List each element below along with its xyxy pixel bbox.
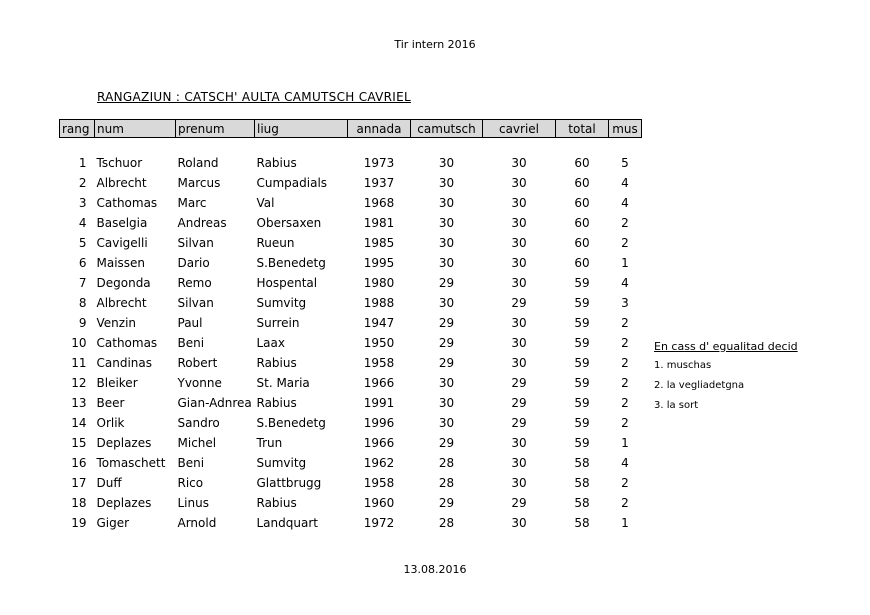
cell-camutsch: 28 <box>438 476 455 490</box>
table-row <box>60 153 642 173</box>
cell-annada: 1958 <box>363 356 395 370</box>
cell-camutsch: 30 <box>438 156 455 170</box>
cell-liug: Rueun <box>256 236 295 250</box>
cell-cavriel: 30 <box>511 276 527 290</box>
col-annada: annada <box>348 120 411 138</box>
cell-rang: 16 <box>71 456 87 470</box>
cell-mus: 1 <box>621 436 629 450</box>
cell-total: 60 <box>574 156 590 170</box>
cell-cavriel: 30 <box>511 236 527 250</box>
cell-total: 58 <box>574 456 590 470</box>
cell-total: 60 <box>574 176 590 190</box>
cell-prenum: Andreas <box>177 216 227 230</box>
cell-mus: 4 <box>621 176 629 190</box>
cell-rang: 19 <box>71 516 87 530</box>
tiebreak-item: 1. muschas <box>654 360 712 371</box>
cell-prenum: Silvan <box>177 236 214 250</box>
cell-liug: Val <box>256 196 275 210</box>
cell-total: 59 <box>574 376 590 390</box>
cell-num: Duff <box>96 476 122 490</box>
cell-annada: 1996 <box>363 416 395 430</box>
document-title: Tir intern 2016 <box>394 38 476 51</box>
cell-annada: 1981 <box>363 216 395 230</box>
cell-camutsch: 29 <box>438 336 455 350</box>
cell-mus: 2 <box>621 396 629 410</box>
cell-liug: Landquart <box>256 516 318 530</box>
cell-camutsch: 29 <box>438 496 455 510</box>
cell-prenum: Paul <box>177 316 203 330</box>
cell-prenum: Robert <box>177 356 218 370</box>
table-row <box>60 433 642 453</box>
cell-mus: 2 <box>621 496 629 510</box>
cell-prenum: Marc <box>177 196 207 210</box>
cell-num: Candinas <box>96 356 152 370</box>
cell-cavriel: 29 <box>511 396 527 410</box>
cell-cavriel: 30 <box>511 316 527 330</box>
table-row <box>60 453 642 473</box>
cell-liug: Glattbrugg <box>256 476 322 490</box>
cell-total: 59 <box>574 396 590 410</box>
cell-total: 58 <box>574 496 590 510</box>
cell-num: Degonda <box>96 276 151 290</box>
cell-rang: 17 <box>71 476 87 490</box>
table-row <box>60 313 642 333</box>
cell-rang: 2 <box>78 176 87 190</box>
table-row <box>60 353 642 373</box>
cell-num: Bleiker <box>96 376 138 390</box>
ranking-subtitle: RANGAZIUN : CATSCH' AULTA CAMUTSCH CAVRIEL <box>97 90 411 104</box>
cell-cavriel: 30 <box>511 176 527 190</box>
tiebreak-item: 3. la sort <box>654 400 699 411</box>
cell-num: Deplazes <box>96 496 152 510</box>
cell-liug: Rabius <box>256 356 297 370</box>
cell-num: Tschuor <box>96 156 143 170</box>
cell-prenum: Beni <box>177 336 205 350</box>
cell-num: Venzin <box>96 316 137 330</box>
cell-cavriel: 30 <box>511 516 527 530</box>
cell-liug: Rabius <box>256 156 297 170</box>
cell-prenum: Sandro <box>177 416 220 430</box>
cell-camutsch: 30 <box>438 256 455 270</box>
cell-total: 60 <box>574 196 590 210</box>
cell-mus: 2 <box>621 416 629 430</box>
table-row <box>60 233 642 253</box>
cell-total: 60 <box>574 216 590 230</box>
cell-camutsch: 28 <box>438 516 455 530</box>
cell-num: Baselgia <box>96 216 148 230</box>
cell-liug: S.Benedetg <box>256 416 326 430</box>
cell-camutsch: 29 <box>438 276 455 290</box>
cell-prenum: Linus <box>177 496 209 510</box>
cell-rang: 4 <box>78 216 87 230</box>
table-row <box>60 213 642 233</box>
cell-camutsch: 30 <box>438 376 455 390</box>
cell-liug: Sumvitg <box>256 296 307 310</box>
results-table <box>59 119 642 533</box>
cell-cavriel: 30 <box>511 476 527 490</box>
cell-rang: 13 <box>71 396 87 410</box>
cell-liug: Hospental <box>256 276 318 290</box>
cell-mus: 2 <box>621 236 629 250</box>
table-row <box>60 393 642 413</box>
cell-camutsch: 29 <box>438 356 455 370</box>
cell-annada: 1958 <box>363 476 395 490</box>
col-cavriel: cavriel <box>483 120 556 138</box>
cell-mus: 3 <box>621 296 629 310</box>
cell-liug: Laax <box>256 336 285 350</box>
cell-annada: 1947 <box>363 316 395 330</box>
cell-cavriel: 30 <box>511 436 527 450</box>
cell-annada: 1960 <box>363 496 395 510</box>
cell-prenum: Beni <box>177 456 205 470</box>
cell-cavriel: 30 <box>511 216 527 230</box>
cell-camutsch: 30 <box>438 416 455 430</box>
cell-num: Tomaschett <box>96 456 166 470</box>
col-total: total <box>556 120 609 138</box>
table-row <box>60 473 642 493</box>
cell-total: 60 <box>574 236 590 250</box>
cell-total: 59 <box>574 296 590 310</box>
cell-rang: 1 <box>78 156 87 170</box>
cell-mus: 2 <box>621 216 629 230</box>
cell-liug: Rabius <box>256 496 297 510</box>
cell-cavriel: 30 <box>511 156 527 170</box>
cell-prenum: Dario <box>177 256 210 270</box>
cell-rang: 11 <box>71 356 87 370</box>
cell-annada: 1937 <box>363 176 395 190</box>
footer-date: 13.08.2016 <box>403 563 467 576</box>
cell-total: 58 <box>574 516 590 530</box>
col-rang: rang <box>60 120 95 138</box>
cell-cavriel: 29 <box>511 376 527 390</box>
cell-rang: 10 <box>71 336 87 350</box>
table-row <box>60 273 642 293</box>
cell-total: 59 <box>574 436 590 450</box>
cell-mus: 2 <box>621 356 629 370</box>
cell-cavriel: 30 <box>511 456 527 470</box>
cell-prenum: Michel <box>177 436 217 450</box>
table-row <box>60 173 642 193</box>
cell-annada: 1950 <box>363 336 395 350</box>
table-row <box>60 493 642 513</box>
table-row <box>60 373 642 393</box>
cell-rang: 5 <box>78 236 87 250</box>
cell-num: Albrecht <box>96 296 147 310</box>
cell-liug: Rabius <box>256 396 297 410</box>
cell-cavriel: 30 <box>511 256 527 270</box>
cell-prenum: Arnold <box>177 516 217 530</box>
tiebreak-item: 2. la vegliadetgna <box>654 380 745 391</box>
cell-camutsch: 30 <box>438 296 455 310</box>
table-row <box>60 193 642 213</box>
cell-camutsch: 30 <box>438 236 455 250</box>
table-header-row <box>60 120 642 138</box>
cell-mus: 2 <box>621 316 629 330</box>
cell-annada: 1966 <box>363 436 395 450</box>
cell-camutsch: 30 <box>438 196 455 210</box>
cell-rang: 14 <box>71 416 87 430</box>
table-row <box>60 333 642 353</box>
tiebreak-title: En cass d' egualitad decid <box>654 340 798 353</box>
col-num: num <box>95 120 176 138</box>
cell-annada: 1980 <box>363 276 395 290</box>
cell-num: Albrecht <box>96 176 147 190</box>
cell-camutsch: 30 <box>438 176 455 190</box>
cell-prenum: Rico <box>177 476 204 490</box>
cell-annada: 1962 <box>363 456 395 470</box>
cell-total: 59 <box>574 416 590 430</box>
cell-total: 59 <box>574 276 590 290</box>
cell-num: Orlik <box>96 416 125 430</box>
cell-prenum: Yvonne <box>177 376 222 390</box>
cell-camutsch: 30 <box>438 396 455 410</box>
cell-annada: 1995 <box>363 256 395 270</box>
cell-mus: 1 <box>621 256 629 270</box>
cell-prenum: Roland <box>177 156 219 170</box>
cell-prenum: Silvan <box>177 296 214 310</box>
cell-annada: 1972 <box>363 516 395 530</box>
cell-annada: 1968 <box>363 196 395 210</box>
col-camutsch: camutsch <box>411 120 483 138</box>
cell-camutsch: 30 <box>438 216 455 230</box>
cell-rang: 18 <box>71 496 87 510</box>
cell-prenum: Remo <box>177 276 212 290</box>
cell-rang: 12 <box>71 376 87 390</box>
cell-rang: 3 <box>78 196 87 210</box>
cell-num: Cathomas <box>96 196 158 210</box>
cell-cavriel: 29 <box>511 496 527 510</box>
cell-total: 59 <box>574 316 590 330</box>
cell-cavriel: 29 <box>511 296 527 310</box>
cell-total: 59 <box>574 356 590 370</box>
cell-rang: 8 <box>78 296 87 310</box>
cell-total: 59 <box>574 336 590 350</box>
cell-num: Maissen <box>96 256 146 270</box>
table-row <box>60 253 642 273</box>
cell-rang: 9 <box>78 316 87 330</box>
cell-annada: 1988 <box>363 296 395 310</box>
cell-total: 58 <box>574 476 590 490</box>
cell-mus: 5 <box>621 156 629 170</box>
cell-liug: Obersaxen <box>256 216 322 230</box>
cell-num: Deplazes <box>96 436 152 450</box>
cell-annada: 1966 <box>363 376 395 390</box>
cell-liug: St. Maria <box>256 376 310 390</box>
cell-num: Beer <box>96 396 125 410</box>
cell-rang: 7 <box>78 276 87 290</box>
col-liug: liug <box>255 120 348 138</box>
col-mus: mus <box>609 120 642 138</box>
cell-mus: 4 <box>621 196 629 210</box>
cell-rang: 6 <box>78 256 87 270</box>
col-prenum: prenum <box>176 120 255 138</box>
cell-cavriel: 30 <box>511 336 527 350</box>
cell-annada: 1991 <box>363 396 395 410</box>
cell-camutsch: 29 <box>438 436 455 450</box>
cell-rang: 15 <box>71 436 87 450</box>
cell-mus: 1 <box>621 516 629 530</box>
cell-cavriel: 29 <box>511 416 527 430</box>
cell-num: Giger <box>96 516 130 530</box>
cell-liug: Sumvitg <box>256 456 307 470</box>
cell-mus: 2 <box>621 476 629 490</box>
cell-liug: Cumpadials <box>256 176 328 190</box>
table-row <box>60 293 642 313</box>
cell-annada: 1973 <box>363 156 395 170</box>
cell-num: Cavigelli <box>96 236 148 250</box>
cell-prenum: Marcus <box>177 176 221 190</box>
cell-cavriel: 30 <box>511 196 527 210</box>
cell-mus: 2 <box>621 376 629 390</box>
cell-camutsch: 28 <box>438 456 455 470</box>
cell-total: 60 <box>574 256 590 270</box>
cell-annada: 1985 <box>363 236 395 250</box>
cell-num: Cathomas <box>96 336 158 350</box>
cell-mus: 2 <box>621 336 629 350</box>
cell-mus: 4 <box>621 456 629 470</box>
cell-mus: 4 <box>621 276 629 290</box>
cell-cavriel: 30 <box>511 356 527 370</box>
table-row <box>60 413 642 433</box>
cell-prenum: Gian-Adnrea <box>177 396 252 410</box>
cell-liug: Trun <box>256 436 283 450</box>
cell-liug: Surrein <box>256 316 300 330</box>
cell-camutsch: 29 <box>438 316 455 330</box>
table-row <box>60 513 642 533</box>
cell-liug: S.Benedetg <box>256 256 326 270</box>
